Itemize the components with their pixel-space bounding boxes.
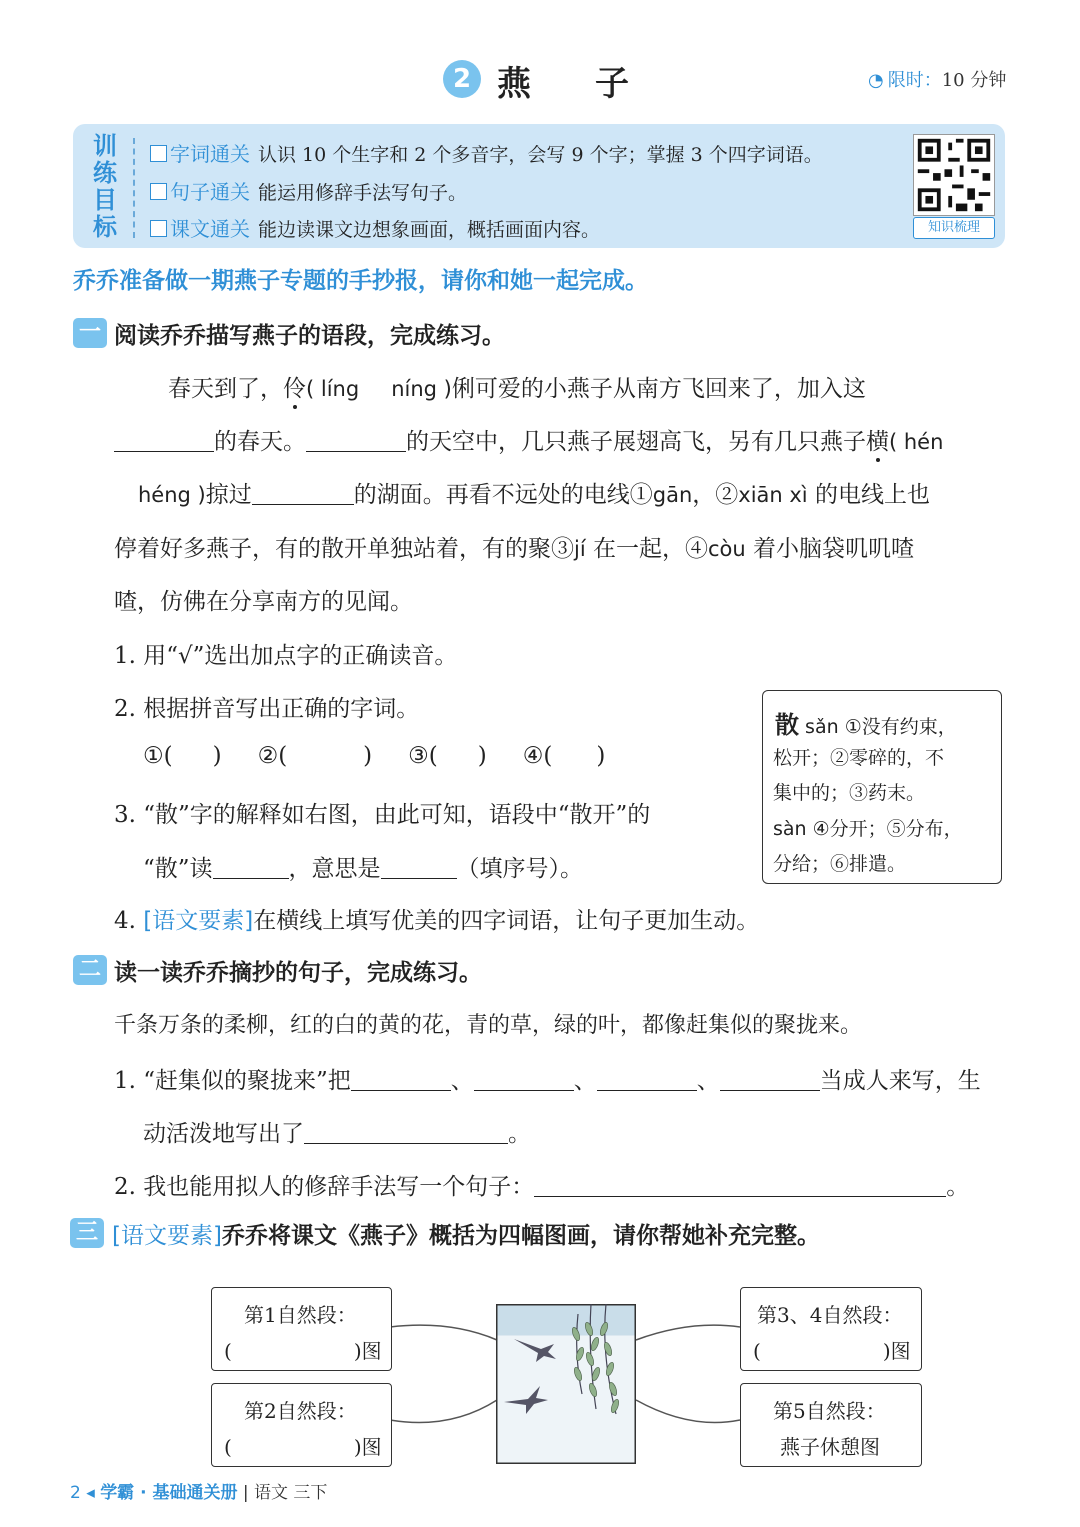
box-label: 第1自然段： bbox=[244, 1303, 357, 1327]
text: 着小脑袋叽叽喳 bbox=[745, 536, 915, 562]
dotted-char: 伶 bbox=[283, 376, 306, 402]
fill-blank[interactable] bbox=[351, 1068, 451, 1091]
fill-blank[interactable] bbox=[252, 482, 354, 505]
text: 4. bbox=[114, 908, 136, 934]
text: 1. “赶集似的聚拢来”把 bbox=[114, 1068, 351, 1094]
s2-question-1-cont bbox=[143, 1115, 531, 1148]
question-3: 3. “散”字的解释如右图，由此可知，语段中“散开”的 bbox=[114, 802, 651, 828]
text: )图 bbox=[882, 1339, 911, 1363]
pinyin: gān bbox=[652, 483, 693, 507]
text: 。 bbox=[946, 1174, 970, 1200]
section-2-badge: 二 bbox=[73, 955, 107, 985]
fill-blank[interactable] bbox=[114, 429, 214, 452]
pinyin: ( hén bbox=[889, 430, 944, 454]
text: 。 bbox=[508, 1121, 531, 1147]
text: 、 bbox=[573, 1068, 597, 1094]
text: 动活泼地写出了 bbox=[143, 1121, 304, 1147]
pinyin: héng ) bbox=[138, 483, 206, 507]
passage-line-1 bbox=[168, 370, 866, 403]
lesson-title: 燕子 bbox=[497, 64, 693, 104]
pinyin: ( líng bbox=[306, 377, 360, 401]
fill-blank[interactable] bbox=[306, 429, 406, 452]
pinyin: sǎn bbox=[805, 716, 839, 738]
answer-slot[interactable]: ③( bbox=[408, 743, 438, 769]
goals-divider bbox=[133, 138, 135, 238]
chinese-element-tag: [语文要素] bbox=[143, 908, 254, 934]
fill-blank[interactable] bbox=[213, 856, 289, 879]
text: 的湖面。再看不远处的电线① bbox=[353, 482, 653, 508]
dotted-char: 横 bbox=[866, 429, 889, 455]
knowledge-review-label[interactable]: 知识梳理 bbox=[913, 217, 995, 239]
goal-text: 能边读课文边想象画面，概括画面内容。 bbox=[258, 219, 601, 241]
section-3-badge: 三 bbox=[70, 1218, 104, 1248]
book-series: 学霸 · 基础通关册 bbox=[100, 1483, 238, 1503]
box-answer: 燕子休憩图 bbox=[780, 1435, 880, 1459]
side-char: 目 bbox=[93, 186, 117, 214]
fill-blank[interactable] bbox=[304, 1121, 508, 1144]
answer-slot: ) bbox=[363, 743, 373, 769]
text: 乔乔将课文《燕子》概括为四幅图画，请你帮她补充完整。 bbox=[221, 1223, 820, 1249]
text: “散”读 bbox=[143, 856, 213, 882]
pinyin: níng ) bbox=[391, 377, 452, 401]
fill-blank[interactable] bbox=[534, 1174, 946, 1197]
text: ④分开；⑤分布， bbox=[812, 818, 963, 840]
quoted-sentence: 千条万条的柔柳，红的白的黄的花，青的草，绿的叶，都像赶集似的聚拢来。 bbox=[114, 1013, 863, 1038]
side-char: 练 bbox=[93, 159, 117, 187]
text: ( bbox=[753, 1339, 761, 1363]
checkbox[interactable] bbox=[150, 145, 167, 162]
goal-row bbox=[150, 176, 467, 205]
text: 春天到了， bbox=[168, 376, 283, 402]
goal-text: 认识 10 个生字和 2 个多音字，会写 9 个字；掌握 3 个四字词语。 bbox=[258, 144, 823, 166]
fill-blank[interactable] bbox=[381, 856, 457, 879]
time-limit bbox=[868, 66, 1006, 92]
s2-question-2 bbox=[114, 1168, 969, 1201]
dict-line: 松开；②零碎的，不 bbox=[773, 747, 945, 769]
text: 当成人来写，生 bbox=[819, 1068, 981, 1094]
pinyin: jí bbox=[574, 537, 586, 561]
question-2-answers bbox=[143, 743, 605, 769]
text: )图 bbox=[353, 1435, 382, 1459]
text: ，② bbox=[692, 482, 739, 508]
clock-icon: ◔ bbox=[868, 70, 884, 91]
side-char: 训 bbox=[93, 132, 117, 160]
box-answer[interactable] bbox=[753, 1335, 911, 1364]
text: 的电线上也 bbox=[807, 482, 930, 508]
page-number: 2 bbox=[70, 1483, 81, 1503]
text: )图 bbox=[353, 1339, 382, 1363]
subject-grade: 语文 三下 bbox=[254, 1483, 328, 1503]
divider: | bbox=[242, 1483, 249, 1503]
text: ( bbox=[224, 1435, 232, 1459]
lesson-number-badge: 2 bbox=[443, 60, 481, 98]
answer-slot[interactable]: ④( bbox=[522, 743, 553, 769]
fill-blank[interactable] bbox=[597, 1068, 697, 1091]
text: 俐可爱的小燕子从南方飞回来了，加入这 bbox=[451, 376, 866, 402]
side-char: 标 bbox=[93, 213, 117, 241]
passage-line-4 bbox=[114, 530, 914, 563]
pinyin: còu bbox=[707, 537, 746, 561]
passage-line-3 bbox=[138, 476, 930, 509]
chinese-element-tag: [语文要素] bbox=[112, 1223, 222, 1249]
passage-line-5: 喳，仿佛在分享南方的见闻。 bbox=[114, 589, 413, 615]
timer-value: 10 分钟 bbox=[941, 70, 1007, 91]
goal-tag: 课文通关 bbox=[170, 217, 250, 241]
section-3-title bbox=[112, 1217, 820, 1250]
question-1: 1. 用“√”选出加点字的正确读音。 bbox=[114, 643, 458, 669]
text: （填序号）。 bbox=[456, 856, 584, 882]
text: 的天空中，几只燕子展翅高飞，另有几只燕子 bbox=[406, 429, 866, 455]
section-1-badge: 一 bbox=[73, 318, 107, 348]
answer-slot[interactable]: ①( bbox=[143, 743, 173, 769]
dict-char: 散 bbox=[775, 710, 799, 739]
text: 、 bbox=[450, 1068, 474, 1094]
text: ，意思是 bbox=[288, 856, 381, 882]
dict-line bbox=[773, 814, 963, 841]
text: 掠过 bbox=[205, 482, 252, 508]
section-2-title: 读一读乔乔摘抄的句子，完成练习。 bbox=[114, 960, 482, 986]
fill-blank[interactable] bbox=[474, 1068, 574, 1091]
s2-question-1 bbox=[114, 1062, 981, 1095]
goal-tag: 字词通关 bbox=[170, 142, 250, 166]
box-label: 第2自然段： bbox=[244, 1399, 357, 1423]
goal-row bbox=[150, 138, 823, 167]
dict-line bbox=[775, 705, 957, 740]
goal-row bbox=[150, 213, 600, 242]
answer-slot: ) bbox=[212, 743, 222, 769]
dict-line: 分给；⑥排遣。 bbox=[773, 853, 907, 875]
question-2: 2. 根据拼音写出正确的字词。 bbox=[114, 696, 420, 722]
text: ①没有约束， bbox=[844, 716, 957, 738]
box-label: 第3、4自然段： bbox=[757, 1303, 903, 1327]
box-answer[interactable] bbox=[224, 1335, 382, 1364]
goal-tag: 句子通关 bbox=[170, 180, 250, 204]
passage-line-2 bbox=[114, 423, 943, 456]
text: 停着好多燕子，有的散开单独站着，有的聚③ bbox=[114, 536, 574, 562]
fill-blank[interactable] bbox=[720, 1068, 820, 1091]
answer-slot: ) bbox=[596, 743, 606, 769]
answer-slot[interactable]: ②( bbox=[257, 743, 288, 769]
text: 在横线上填写优美的四字词语，让句子更加生动。 bbox=[253, 908, 760, 934]
intro-text: 乔乔准备做一期燕子专题的手抄报，请你和她一起完成。 bbox=[73, 268, 648, 294]
pinyin: sàn bbox=[773, 818, 807, 840]
text: 在一起，④ bbox=[585, 536, 708, 562]
text: 的春天。 bbox=[214, 429, 306, 455]
section-1-title: 阅读乔乔描写燕子的语段，完成练习。 bbox=[114, 323, 505, 349]
text: 、 bbox=[696, 1068, 720, 1094]
qr-code-icon[interactable] bbox=[913, 134, 995, 216]
swallow-willow-illustration bbox=[496, 1304, 636, 1464]
box-answer[interactable] bbox=[224, 1431, 382, 1460]
timer-label: 限时： bbox=[887, 70, 942, 91]
text: ( bbox=[224, 1339, 232, 1363]
checkbox[interactable] bbox=[150, 220, 167, 237]
goal-text: 能运用修辞手法写句子。 bbox=[258, 182, 468, 204]
question-3-answer-line bbox=[143, 850, 583, 883]
question-4 bbox=[114, 902, 759, 935]
pinyin: xiān xì bbox=[738, 483, 808, 507]
text: 2. 我也能用拟人的修辞手法写一个句子： bbox=[114, 1174, 535, 1200]
checkbox[interactable] bbox=[150, 183, 167, 200]
goals-side-label bbox=[86, 133, 124, 241]
page-footer: 2 ◂ 学霸 · 基础通关册 | 语文 三下 bbox=[70, 1483, 328, 1503]
box-label: 第5自然段： bbox=[773, 1399, 886, 1423]
dict-line: 集中的；③药末。 bbox=[773, 782, 926, 804]
answer-slot: ) bbox=[477, 743, 487, 769]
